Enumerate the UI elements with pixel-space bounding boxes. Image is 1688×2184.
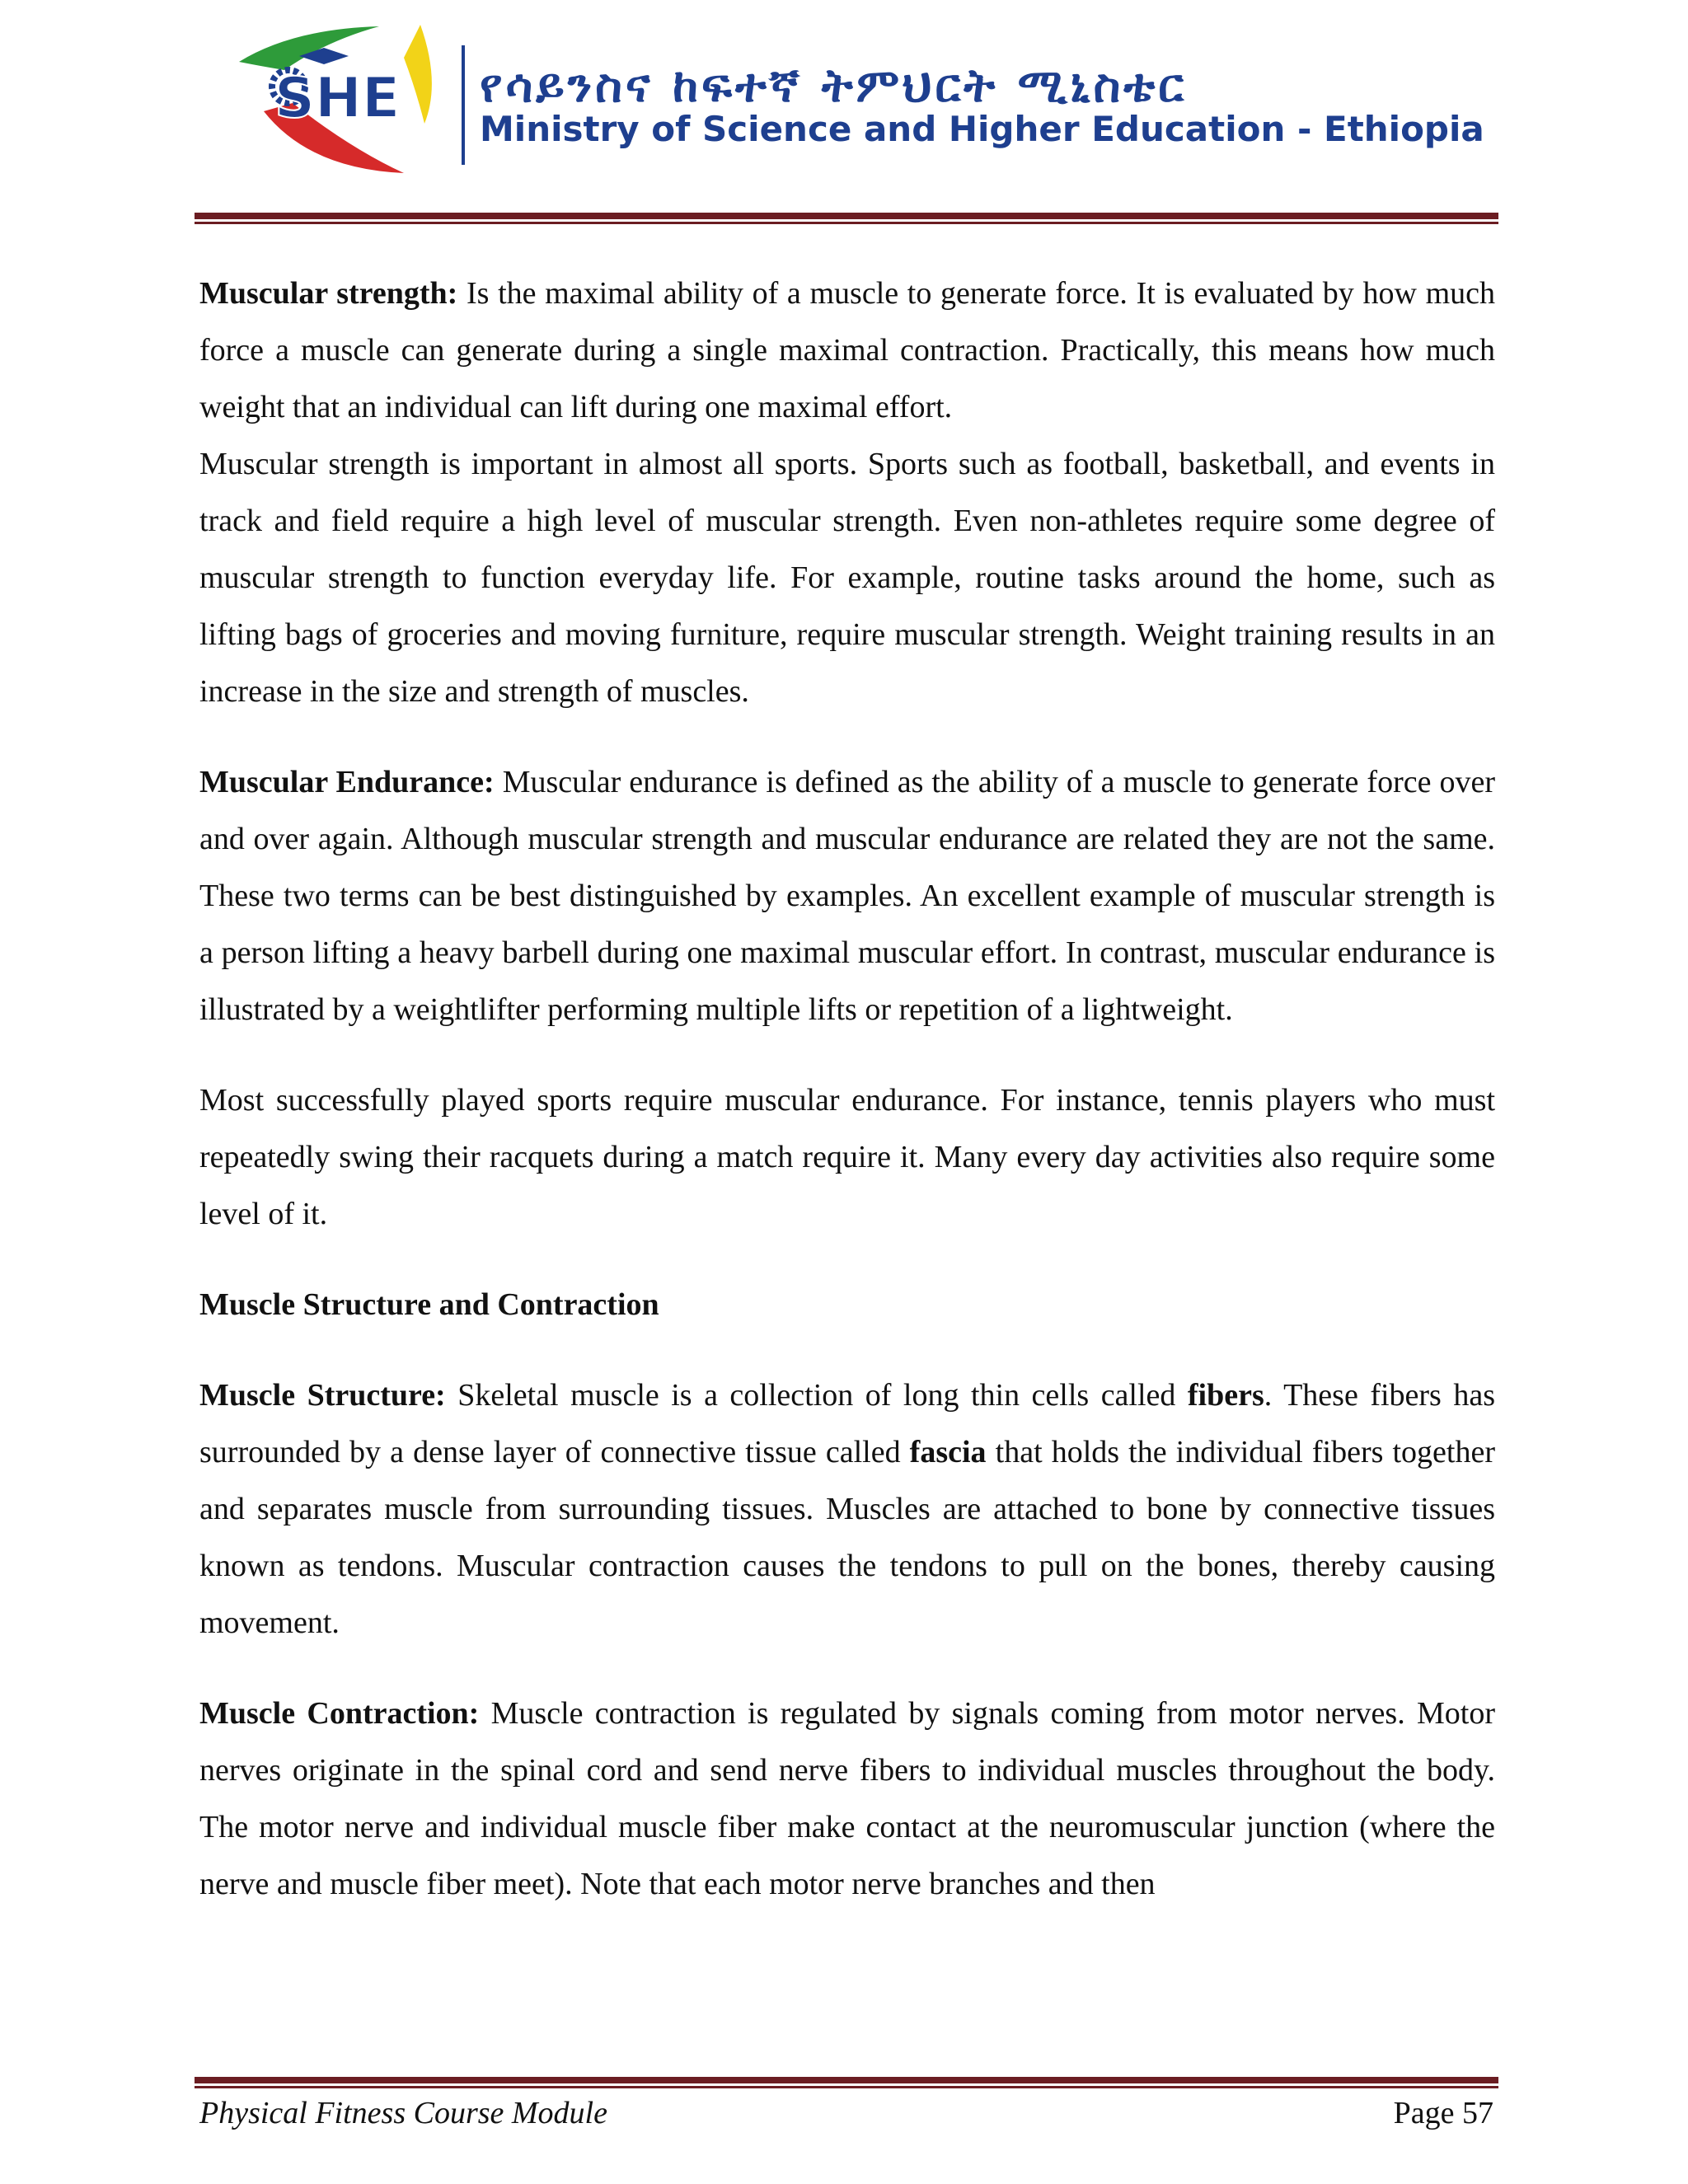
paragraph-endurance-sports: Most successfully played sports require muscular endurance. For instance, tennis players who must repeatedly swing their racquets during a match require it. Many every day activities also require some level of it.: [199, 1083, 1495, 1231]
paragraph-muscle-contraction: [199, 1685, 1495, 1913]
term-muscle-contraction: Muscle Contraction:: [199, 1696, 480, 1731]
term-muscular-strength: Muscular strength:: [199, 276, 458, 311]
she-logo-icon: [235, 25, 445, 185]
header-divider: [462, 45, 465, 165]
footer-module-title: Physical Fitness Course Module: [199, 2096, 607, 2130]
paragraph-strength-importance: Muscular strength is important in almost all sports. Sports such as football, basketball, and events in track and field require a high level of muscular strength. Even non-athletes require some degree of muscular strength to function everyday life. For example, routine tasks around the home, such as lifting bags of groceries and moving furniture, require muscular strength. Weight training results in an increase in the size and strength of muscles.: [199, 447, 1495, 709]
term-fibers: fibers: [1187, 1378, 1264, 1413]
page-number: Page 57: [1393, 2096, 1493, 2130]
ministry-logo: [235, 25, 445, 185]
page-content: [199, 265, 1495, 1913]
section-heading: Muscle Structure and Contraction: [199, 1287, 659, 1322]
paragraph-text: Muscle contraction is regulated by signals coming from motor nerves. Motor nerves originate in the spinal cord and send nerve fibers to individual muscles throughout the body. The motor nerve and individual muscle fiber make contact at the neuromuscular junction (where the nerve and muscle fiber meet). Note that each motor nerve branches and then: [199, 1696, 1495, 1901]
paragraph-muscle-structure: [199, 1367, 1495, 1652]
term-muscular-endurance: Muscular Endurance:: [199, 765, 495, 799]
footer-rule: [195, 2077, 1498, 2088]
term-fascia: fascia: [909, 1435, 987, 1469]
paragraph-text: Muscular endurance is defined as the ability of a muscle to generate force over and over again. Although muscular strength and muscular endurance are related they are not the same. These two terms can be best distinguished by examples. An excellent example of muscular strength is a person lifting a heavy barbell during one maximal muscular effort. In contrast, muscular endurance is illustrated by a weightlifter performing multiple lifts or repetition of a lightweight.: [199, 765, 1495, 1027]
paragraph-muscular-endurance: [199, 754, 1495, 1038]
paragraph-text: Is the maximal ability of a muscle to generate force. It is evaluated by how much force a muscle can generate during a single maximal contraction. Practically, this means how much weight that an individual can lift during one maximal effort.: [199, 276, 1495, 424]
ministry-title-english: Ministry of Science and Higher Education - Ethiopia: [480, 109, 1484, 149]
paragraph-text: . These fibers has surrounded by a dense layer of connective tissue called: [199, 1378, 1495, 1469]
paragraph-text: that holds the individual fibers together and separates muscle from surrounding tissues. Muscles are attached to bone by connective tissues known as tendons. Muscular contraction causes the tendons to pull on the bones, thereby causing movement.: [199, 1435, 1495, 1640]
term-muscle-structure: Muscle Structure:: [199, 1378, 446, 1413]
paragraph-muscular-strength: [199, 265, 1495, 436]
ministry-title-amharic: የሳይንስና ከፍተኛ ትምህርት ሚኒስቴር: [480, 59, 1188, 113]
page-header: [0, 0, 1688, 223]
paragraph-text: Skeletal muscle is a collection of long thin cells called: [445, 1378, 1188, 1413]
logo-text: SHE: [274, 66, 401, 131]
header-rule: [195, 213, 1498, 224]
